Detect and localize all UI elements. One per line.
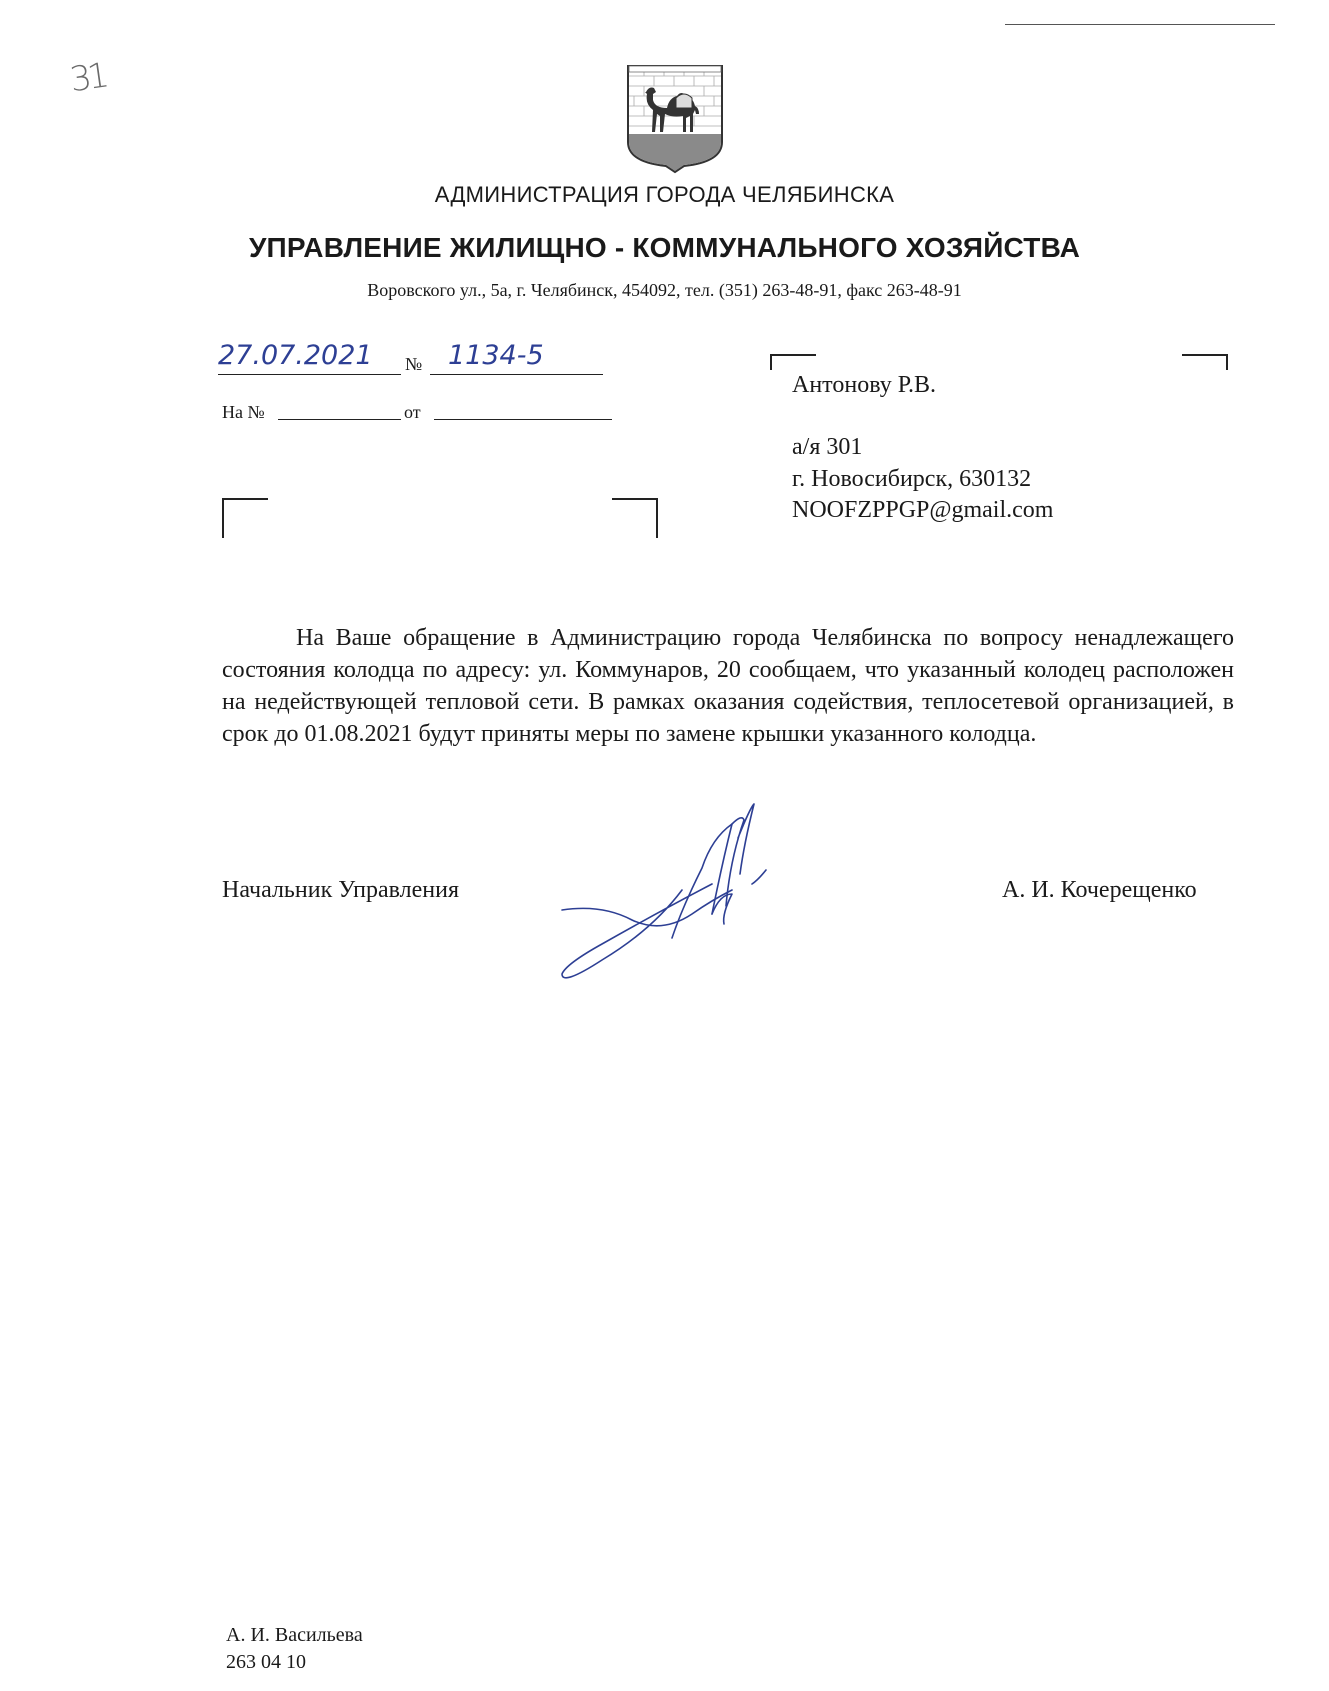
field-corner-top-left [222, 498, 268, 538]
top-rule [1005, 24, 1275, 25]
recipient-name: Антонову Р.В. [792, 372, 937, 398]
department-address: Воровского ул., 5а, г. Челябинск, 454092, тел. (351) 263-48-91, факс 263-48-91 [367, 280, 962, 300]
reference-number-label: На № [222, 402, 265, 422]
recipient-city: г. Новосибирск, 630132 [792, 466, 1032, 492]
recipient-email: NOOFZPPGP@gmail.com [792, 497, 1054, 523]
address-corner-top-left [770, 354, 816, 370]
margin-page-number: 31 [67, 55, 108, 101]
number-underline [430, 374, 603, 375]
registration-date: 27.07.2021 [218, 340, 373, 371]
registration-number: 1134-5 [448, 340, 544, 371]
registration-number-label: № [405, 354, 423, 374]
reference-date-blank [434, 419, 612, 420]
letter-body: На Ваше обращение в Администрацию города Челябинска по вопросу ненадлежащего состояния колодца по адресу: ул. Коммунаров, 20 сообщаем, что указанный колодец расположен на недействующей тепловой сети. В рамках оказания содействия, теплосетевой организацией, в срок до 01.08.2021 будут приняты меры по замене крышки указанного колодца. [222, 625, 1234, 747]
reference-number-blank [278, 419, 401, 420]
department-title: УПРАВЛЕНИЕ ЖИЛИЩНО - КОММУНАЛЬНОГО ХОЗЯЙСТВА [248, 232, 1081, 263]
address-corner-top-right [1182, 354, 1228, 370]
executor-phone: 263 04 10 [226, 1651, 306, 1673]
reference-date-label: от [404, 402, 421, 422]
handwritten-signature [552, 798, 802, 988]
chelyabinsk-coat-of-arms-icon [624, 62, 726, 174]
recipient-po-box: а/я 301 [792, 434, 863, 460]
administration-title: АДМИНИСТРАЦИЯ ГОРОДА ЧЕЛЯБИНСКА [434, 182, 895, 207]
executor-name: А. И. Васильева [226, 1624, 363, 1646]
signatory-title: Начальник Управления [222, 877, 459, 903]
field-corner-top-right [612, 498, 658, 538]
date-underline [218, 374, 401, 375]
signatory-name: А. И. Кочерещенко [1002, 877, 1197, 903]
